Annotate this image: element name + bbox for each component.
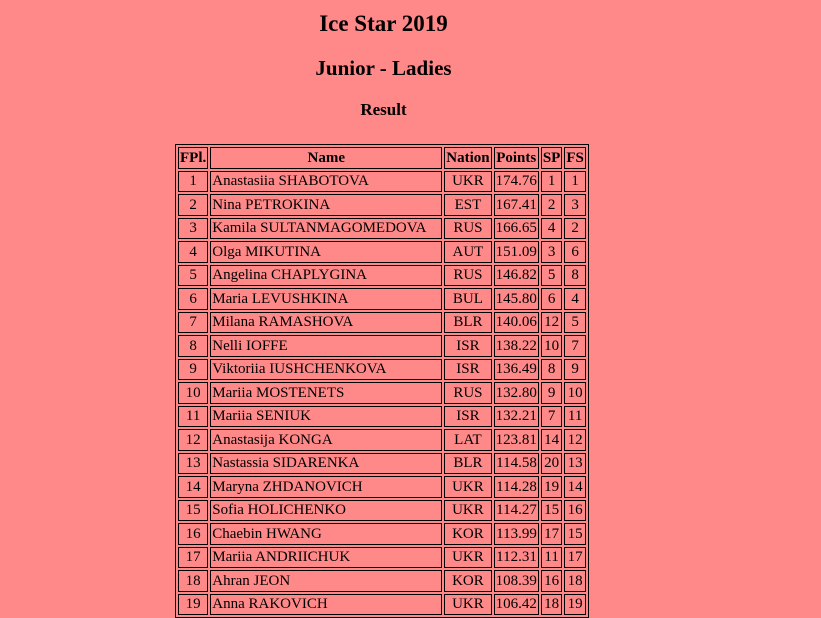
cell-fpl: 10 <box>178 382 208 404</box>
cell-fpl: 14 <box>178 476 208 498</box>
table-row <box>178 359 586 381</box>
cell-nation: BUL <box>444 288 491 310</box>
table-row <box>178 476 586 498</box>
cell-fs: 11 <box>564 406 586 428</box>
cell-name: Mariia SENIUK <box>210 406 442 428</box>
cell-name: Nelli IOFFE <box>210 335 442 357</box>
header-nation: Nation <box>444 147 491 169</box>
cell-name: Anastasija KONGA <box>210 429 442 451</box>
results-body <box>178 171 586 616</box>
cell-points: 174.76 <box>494 171 539 193</box>
cell-sp: 18 <box>541 594 563 616</box>
cell-points: 166.65 <box>494 218 539 240</box>
cell-nation: UKR <box>444 594 491 616</box>
cell-fs: 16 <box>564 500 586 522</box>
header-fs: FS <box>564 147 586 169</box>
cell-nation: UKR <box>444 547 491 569</box>
header-row <box>178 147 586 169</box>
table-row <box>178 570 586 592</box>
cell-fpl: 4 <box>178 241 208 263</box>
cell-points: 114.28 <box>494 476 539 498</box>
cell-sp: 19 <box>541 476 563 498</box>
cell-fs: 13 <box>564 453 586 475</box>
cell-name: Chaebin HWANG <box>210 523 442 545</box>
cell-points: 123.81 <box>494 429 539 451</box>
cell-sp: 10 <box>541 335 563 357</box>
cell-fs: 3 <box>564 194 586 216</box>
cell-points: 114.27 <box>494 500 539 522</box>
cell-fpl: 7 <box>178 312 208 334</box>
cell-sp: 1 <box>541 171 563 193</box>
cell-fs: 17 <box>564 547 586 569</box>
cell-name: Anna RAKOVICH <box>210 594 442 616</box>
cell-sp: 8 <box>541 359 563 381</box>
table-row <box>178 523 586 545</box>
cell-sp: 6 <box>541 288 563 310</box>
table-row <box>178 406 586 428</box>
cell-fpl: 8 <box>178 335 208 357</box>
cell-points: 145.80 <box>494 288 539 310</box>
category-title: Junior - Ladies <box>315 56 452 80</box>
cell-fpl: 19 <box>178 594 208 616</box>
table-row <box>178 171 586 193</box>
cell-sp: 15 <box>541 500 563 522</box>
cell-sp: 4 <box>541 218 563 240</box>
cell-nation: ISR <box>444 359 491 381</box>
cell-points: 138.22 <box>494 335 539 357</box>
cell-fs: 5 <box>564 312 586 334</box>
cell-nation: KOR <box>444 523 491 545</box>
table-row <box>178 241 586 263</box>
cell-sp: 20 <box>541 453 563 475</box>
cell-points: 167.41 <box>494 194 539 216</box>
cell-fpl: 11 <box>178 406 208 428</box>
cell-points: 136.49 <box>494 359 539 381</box>
cell-fs: 1 <box>564 171 586 193</box>
cell-points: 132.21 <box>494 406 539 428</box>
cell-fs: 2 <box>564 218 586 240</box>
cell-nation: UKR <box>444 476 491 498</box>
cell-nation: ISR <box>444 335 491 357</box>
cell-sp: 7 <box>541 406 563 428</box>
section-title: Result <box>360 100 407 119</box>
cell-name: Maria LEVUSHKINA <box>210 288 442 310</box>
cell-fpl: 5 <box>178 265 208 287</box>
table-row <box>178 218 586 240</box>
cell-fpl: 9 <box>178 359 208 381</box>
cell-name: Kamila SULTANMAGOMEDOVA <box>210 218 442 240</box>
header-sp: SP <box>541 147 563 169</box>
cell-name: Ahran JEON <box>210 570 442 592</box>
cell-name: Olga MIKUTINA <box>210 241 442 263</box>
cell-name: Nina PETROKINA <box>210 194 442 216</box>
cell-sp: 9 <box>541 382 563 404</box>
cell-points: 140.06 <box>494 312 539 334</box>
cell-fs: 12 <box>564 429 586 451</box>
table-row <box>178 594 586 616</box>
cell-nation: RUS <box>444 218 491 240</box>
cell-sp: 5 <box>541 265 563 287</box>
table-row <box>178 382 586 404</box>
cell-sp: 12 <box>541 312 563 334</box>
cell-points: 146.82 <box>494 265 539 287</box>
cell-points: 114.58 <box>494 453 539 475</box>
cell-sp: 2 <box>541 194 563 216</box>
cell-points: 112.31 <box>494 547 539 569</box>
results-page <box>0 0 767 120</box>
results-table <box>175 144 589 618</box>
cell-fpl: 13 <box>178 453 208 475</box>
cell-sp: 14 <box>541 429 563 451</box>
cell-nation: KOR <box>444 570 491 592</box>
cell-name: Viktoriia IUSHCHENKOVA <box>210 359 442 381</box>
table-row <box>178 265 586 287</box>
cell-fpl: 17 <box>178 547 208 569</box>
cell-fs: 7 <box>564 335 586 357</box>
cell-fpl: 2 <box>178 194 208 216</box>
cell-name: Nastassia SIDARENKA <box>210 453 442 475</box>
cell-points: 108.39 <box>494 570 539 592</box>
cell-points: 106.42 <box>494 594 539 616</box>
table-row <box>178 312 586 334</box>
table-row <box>178 453 586 475</box>
header-name: Name <box>210 147 442 169</box>
cell-nation: EST <box>444 194 491 216</box>
cell-nation: BLR <box>444 453 491 475</box>
table-row <box>178 288 586 310</box>
cell-fs: 19 <box>564 594 586 616</box>
cell-nation: RUS <box>444 382 491 404</box>
cell-points: 151.09 <box>494 241 539 263</box>
cell-fpl: 12 <box>178 429 208 451</box>
cell-fs: 9 <box>564 359 586 381</box>
cell-fs: 4 <box>564 288 586 310</box>
event-title: Ice Star 2019 <box>319 11 448 36</box>
cell-fpl: 6 <box>178 288 208 310</box>
cell-name: Mariia ANDRIICHUK <box>210 547 442 569</box>
cell-nation: ISR <box>444 406 491 428</box>
cell-nation: UKR <box>444 500 491 522</box>
cell-nation: AUT <box>444 241 491 263</box>
table-row <box>178 335 586 357</box>
cell-sp: 16 <box>541 570 563 592</box>
cell-fpl: 18 <box>178 570 208 592</box>
cell-fpl: 3 <box>178 218 208 240</box>
cell-sp: 17 <box>541 523 563 545</box>
cell-name: Mariia MOSTENETS <box>210 382 442 404</box>
table-row <box>178 500 586 522</box>
cell-fs: 18 <box>564 570 586 592</box>
cell-fpl: 16 <box>178 523 208 545</box>
cell-fpl: 15 <box>178 500 208 522</box>
cell-name: Sofia HOLICHENKO <box>210 500 442 522</box>
table-row <box>178 194 586 216</box>
cell-nation: UKR <box>444 171 491 193</box>
cell-fs: 14 <box>564 476 586 498</box>
cell-fs: 8 <box>564 265 586 287</box>
cell-sp: 3 <box>541 241 563 263</box>
cell-fs: 15 <box>564 523 586 545</box>
cell-name: Anastasiia SHABOTOVA <box>210 171 442 193</box>
cell-name: Milana RAMASHOVA <box>210 312 442 334</box>
cell-nation: BLR <box>444 312 491 334</box>
cell-sp: 11 <box>541 547 563 569</box>
cell-nation: LAT <box>444 429 491 451</box>
cell-nation: RUS <box>444 265 491 287</box>
header-fpl: FPl. <box>178 147 208 169</box>
cell-name: Angelina CHAPLYGINA <box>210 265 442 287</box>
cell-fs: 10 <box>564 382 586 404</box>
cell-fs: 6 <box>564 241 586 263</box>
cell-points: 132.80 <box>494 382 539 404</box>
table-row <box>178 429 586 451</box>
header-points: Points <box>494 147 539 169</box>
table-row <box>178 547 586 569</box>
cell-points: 113.99 <box>494 523 539 545</box>
cell-fpl: 1 <box>178 171 208 193</box>
cell-name: Maryna ZHDANOVICH <box>210 476 442 498</box>
